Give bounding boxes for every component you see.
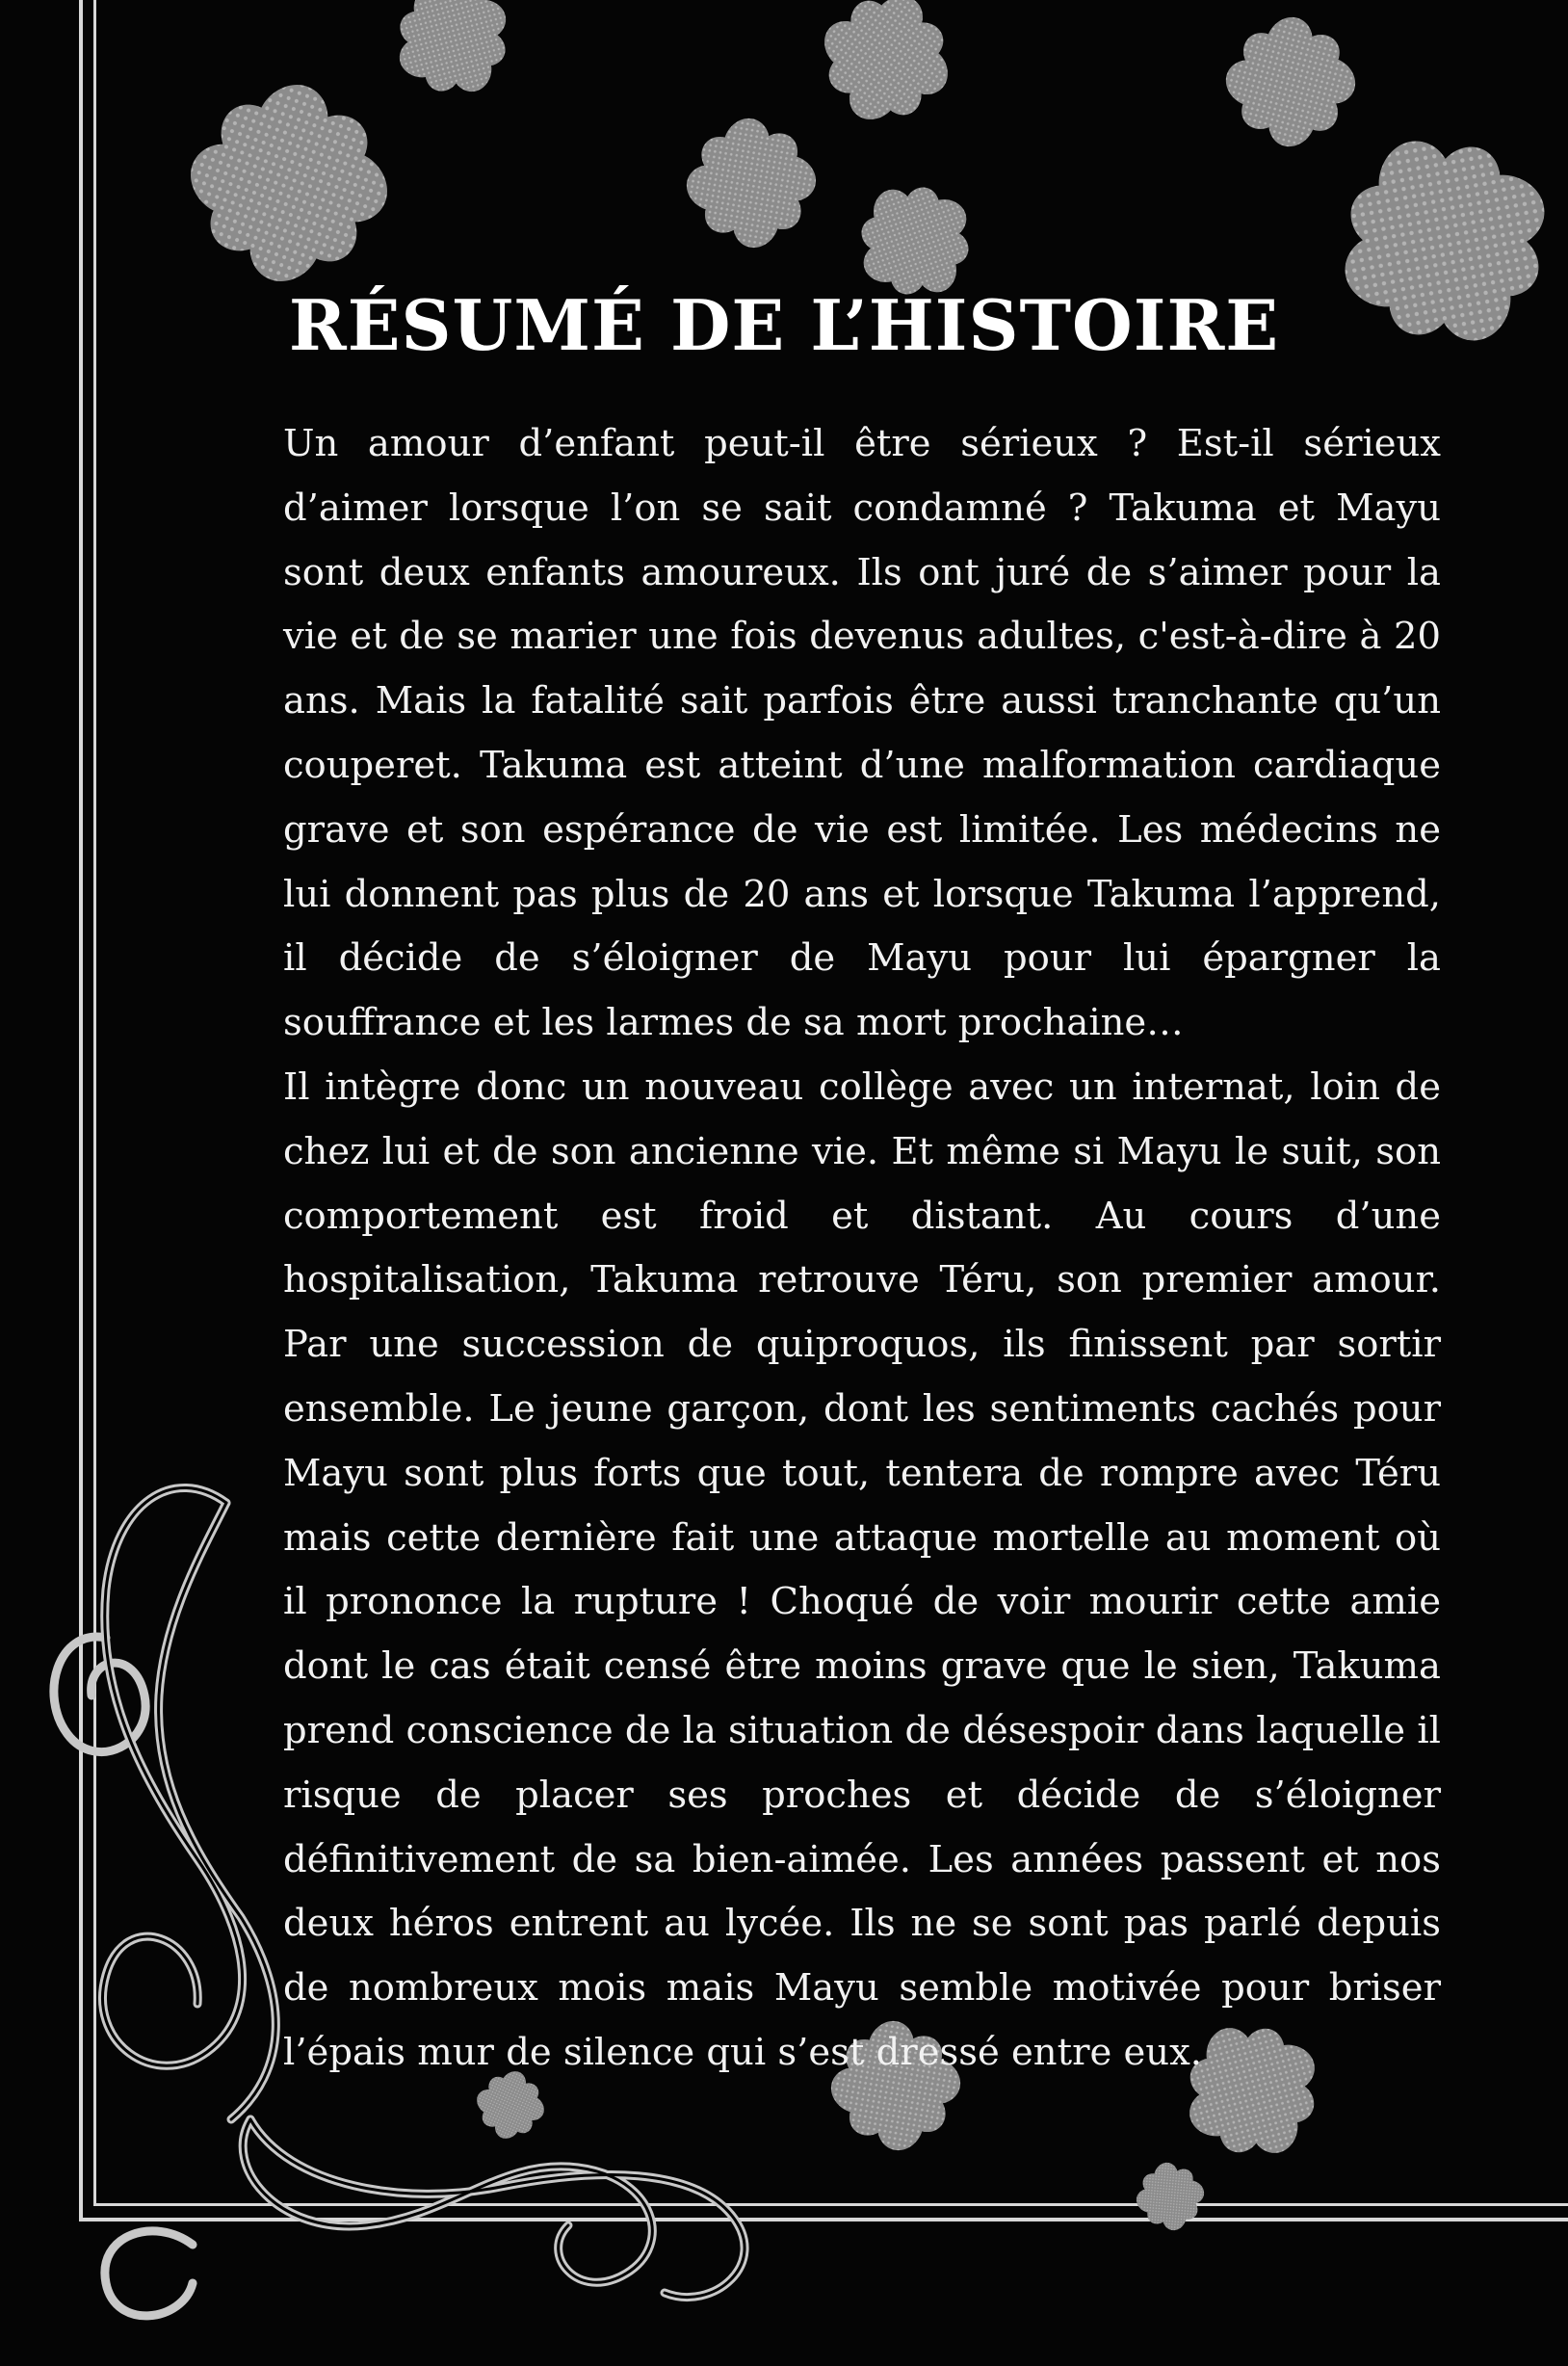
page-title: RÉSUMÉ DE L’HISTOIRE bbox=[288, 284, 1280, 366]
summary-paragraph: Un amour d’enfant peut-il être sérieux ? Est-il sérieux d’aimer lorsque l’on se sait condamné ? Takuma et Mayu sont deux enfants amoureux. Ils ont juré de s’aimer pour la vie et de se marier une fois devenus adultes, c'est-à-dire à 20 ans. Mais la fatalité sait parfois être aussi tranchante qu’un couperet. Takuma est atteint d’une malformation cardiaque grave et son espérance de vie est limitée. Les médecins ne lui donnent pas plus de 20 ans et lorsque Takuma l’apprend, il décide de s’éloigner de Mayu pour lui épargner la souffrance et les larmes de sa mort prochaine… bbox=[283, 422, 1441, 1045]
swirl-ornament bbox=[105, 2231, 193, 2316]
summary-text bbox=[283, 412, 1441, 2086]
swirl-ornament bbox=[250, 2119, 745, 2298]
swirl-ornament bbox=[54, 1637, 145, 1752]
swirl-ornament bbox=[103, 1487, 243, 2065]
swirl-ornament bbox=[159, 1503, 276, 2119]
summary-paragraph: Il intègre donc un nouveau collège avec un internat, loin de chez lui et de son ancienne vie. Et même si Mayu le suit, son comportement est froid et distant. Au cours d’une hospitalisation, Takuma retrouve Téru, son premier amour. Par une succession de quiproquos, ils finissent par sortir ensemble. Le jeune garçon, dont les sentiments cachés pour Mayu sont plus forts que tout, tentera de rompre avec Téru mais cette dernière fait une attaque mortelle au moment où il prononce la rupture ! Choqué de voir mourir cette amie dont le cas était censé être moins grave que le sien, Takuma prend conscience de la situation de désespoir dans laquelle il risque de placer ses proches et décide de s’éloigner définitivement de sa bien-aimée. Les années passent et nos deux héros entrent au lycée. Ils ne se sont pas parlé depuis de nombreux mois mais Mayu semble motivée pour briser l’épais mur de silence qui s’est dressé entre eux. bbox=[283, 1065, 1441, 2074]
